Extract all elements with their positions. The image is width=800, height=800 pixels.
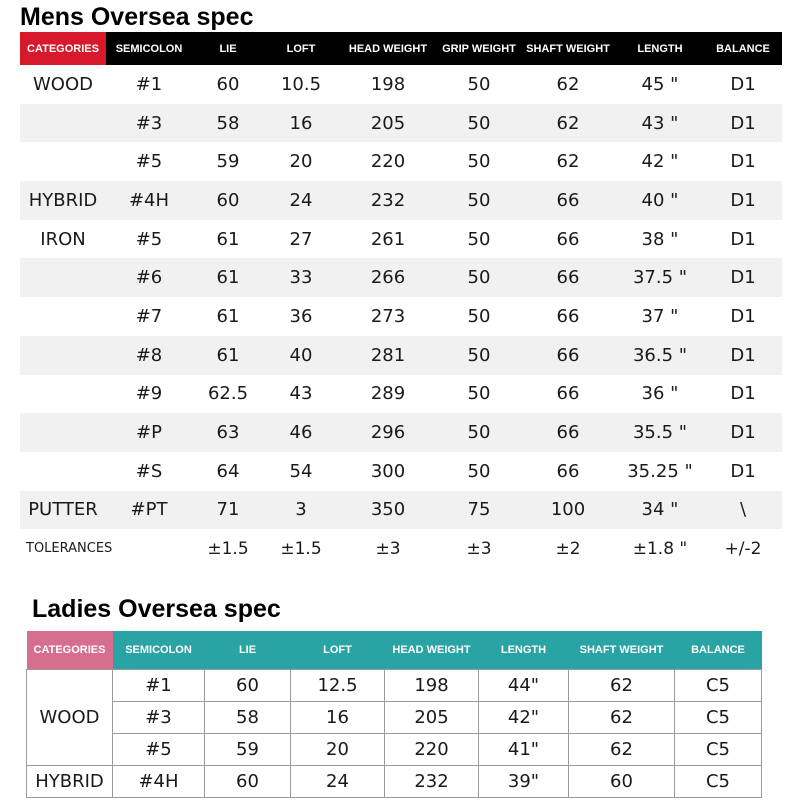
- cell-loft: 20: [291, 734, 385, 766]
- cell-lie: 58: [192, 104, 264, 143]
- mens-header-loft: LOFT: [264, 32, 338, 65]
- cell-lie: 59: [205, 734, 291, 766]
- cell-length: 43 ": [616, 104, 704, 143]
- tolerance-grip-weight: ±3: [438, 529, 520, 568]
- cell-head-weight: 296: [338, 413, 438, 452]
- cell-balance: D1: [704, 336, 782, 375]
- cell-shaft-weight: 62: [569, 702, 675, 734]
- cell-lie: 61: [216, 228, 240, 250]
- cell-lie: 60: [205, 670, 291, 702]
- cell-semicolon: #P: [106, 413, 192, 452]
- cell-grip-weight: 50: [467, 73, 491, 95]
- cell-length: 39": [479, 766, 569, 798]
- cell-balance: D1: [704, 181, 782, 220]
- cell-semicolon: #7: [135, 305, 163, 327]
- cell-lie: 60: [216, 73, 240, 95]
- cell-grip-weight: 75: [438, 491, 520, 530]
- cell-head-weight: 220: [370, 151, 406, 173]
- cell-grip-weight: 50: [467, 305, 491, 327]
- mens-header-grip-weight: GRIP WEIGHT: [438, 32, 520, 65]
- cell-balance: D1: [730, 305, 756, 327]
- cell-balance: C5: [675, 702, 762, 734]
- cell-balance: C5: [675, 670, 762, 702]
- ladies-header-length: LENGTH: [479, 631, 569, 670]
- cell-semicolon: #5: [113, 734, 205, 766]
- tolerance-shaft-weight: ±2: [520, 529, 616, 568]
- cell-balance: C5: [675, 734, 762, 766]
- mens-header-shaft-weight: SHAFT WEIGHT: [520, 32, 616, 65]
- cell-balance: D1: [730, 460, 756, 482]
- cell-category: [20, 258, 106, 297]
- cell-head-weight: 198: [385, 670, 479, 702]
- cell-grip-weight: 50: [467, 460, 491, 482]
- cell-semicolon: #4H: [113, 766, 205, 798]
- cell-loft: 40: [264, 336, 338, 375]
- mens-header-head-weight: HEAD WEIGHT: [338, 32, 438, 65]
- mens-header-length: LENGTH: [616, 32, 704, 65]
- table-row: [20, 413, 782, 452]
- table-row: [27, 670, 762, 702]
- cell-shaft-weight: 62: [569, 734, 675, 766]
- cell-shaft-weight: 100: [520, 491, 616, 530]
- cell-lie: 64: [216, 460, 240, 482]
- cell-grip-weight: 50: [467, 151, 491, 173]
- cell-lie: 59: [216, 151, 240, 173]
- cell-category: [20, 375, 106, 414]
- cell-lie: 61: [216, 305, 240, 327]
- cell-lie: 61: [192, 336, 264, 375]
- cell-length: 38 ": [641, 228, 679, 250]
- cell-length: 45 ": [641, 73, 679, 95]
- cell-head-weight: 300: [370, 460, 406, 482]
- cell-balance: D1: [730, 383, 756, 405]
- mens-spec-title: Mens Oversea spec: [20, 3, 254, 31]
- cell-head-weight: 266: [338, 258, 438, 297]
- mens-header-semicolon: SEMICOLON: [106, 32, 192, 65]
- cell-length: 37 ": [641, 305, 679, 327]
- cell-semicolon: #6: [106, 258, 192, 297]
- cell-shaft-weight: 66: [556, 228, 580, 250]
- table-row: [20, 181, 782, 220]
- cell-shaft-weight: 66: [556, 305, 580, 327]
- cell-length: 36 ": [641, 383, 679, 405]
- cell-category: [20, 297, 106, 336]
- cell-semicolon: #1: [113, 670, 205, 702]
- cell-grip-weight: 50: [438, 413, 520, 452]
- cell-length: 34 ": [616, 491, 704, 530]
- cell-length: 35.25 ": [627, 460, 693, 482]
- cell-balance: D1: [704, 413, 782, 452]
- cell-balance: D1: [730, 73, 756, 95]
- cell-head-weight: 198: [370, 73, 406, 95]
- cell-head-weight: 289: [370, 383, 406, 405]
- mens-spec-table: [20, 32, 782, 568]
- table-row: [20, 297, 782, 336]
- cell-length: 44": [479, 670, 569, 702]
- cell-semicolon: #3: [106, 104, 192, 143]
- cell-loft: 27: [289, 228, 313, 250]
- ladies-spec-title: Ladies Oversea spec: [32, 595, 281, 623]
- ladies-header-row: [27, 631, 762, 670]
- cell-head-weight: 232: [385, 766, 479, 798]
- table-row: [20, 65, 782, 104]
- cell-loft: 3: [264, 491, 338, 530]
- tolerance-loft: ±1.5: [264, 529, 338, 568]
- cell-shaft-weight: 62: [556, 151, 580, 173]
- cell-head-weight: 205: [385, 702, 479, 734]
- cell-length: 40 ": [616, 181, 704, 220]
- cell-grip-weight: 50: [438, 104, 520, 143]
- cell-loft: 54: [289, 460, 313, 482]
- cell-lie: 62.5: [207, 383, 249, 405]
- cell-semicolon: #3: [113, 702, 205, 734]
- cell-shaft-weight: 66: [520, 181, 616, 220]
- cell-balance: C5: [675, 766, 762, 798]
- tolerance-head-weight: ±3: [338, 529, 438, 568]
- cell-loft: 16: [264, 104, 338, 143]
- cell-category: PUTTER: [20, 491, 106, 530]
- ladies-header-head-weight: HEAD WEIGHT: [385, 631, 479, 670]
- table-row: [27, 702, 762, 734]
- cell-head-weight: 232: [338, 181, 438, 220]
- cell-category: [20, 104, 106, 143]
- ladies-header-categories: CATEGORIES: [27, 631, 113, 670]
- cell-semicolon: #9: [135, 383, 163, 405]
- table-row: [20, 220, 782, 259]
- tolerance-lie: ±1.5: [192, 529, 264, 568]
- cell-length: 41": [479, 734, 569, 766]
- tolerance-length: ±1.8 ": [616, 529, 704, 568]
- cell-grip-weight: 50: [467, 383, 491, 405]
- cell-head-weight: 281: [338, 336, 438, 375]
- cell-shaft-weight: 62: [520, 104, 616, 143]
- cell-loft: 33: [264, 258, 338, 297]
- cell-balance: D1: [704, 258, 782, 297]
- cell-category: [20, 452, 106, 491]
- ladies-header-balance: BALANCE: [675, 631, 762, 670]
- cell-shaft-weight: 60: [569, 766, 675, 798]
- cell-lie: 71: [192, 491, 264, 530]
- cell-shaft-weight: 66: [520, 336, 616, 375]
- cell-shaft-weight: 62: [556, 73, 580, 95]
- tolerances-label: TOLERANCES: [20, 529, 106, 568]
- cell-length: 42": [479, 702, 569, 734]
- cell-grip-weight: 50: [467, 228, 491, 250]
- cell-category: HYBRID: [27, 766, 113, 798]
- cell-head-weight: 205: [338, 104, 438, 143]
- cell-lie: 63: [192, 413, 264, 452]
- table-row: [27, 734, 762, 766]
- cell-loft: 20: [289, 151, 313, 173]
- cell-loft: 36: [289, 305, 313, 327]
- ladies-header-semicolon: SEMICOLON: [113, 631, 205, 670]
- cell-category: [20, 336, 106, 375]
- cell-length: 35.5 ": [616, 413, 704, 452]
- cell-loft: 46: [264, 413, 338, 452]
- cell-lie: 60: [205, 766, 291, 798]
- cell-shaft-weight: 66: [556, 460, 580, 482]
- table-row: [20, 104, 782, 143]
- cell-category: HYBRID: [20, 181, 106, 220]
- cell-loft: 24: [291, 766, 385, 798]
- cell-loft: 24: [264, 181, 338, 220]
- cell-semicolon: #PT: [106, 491, 192, 530]
- cell-length: 42 ": [641, 151, 679, 173]
- cell-loft: 16: [291, 702, 385, 734]
- cell-head-weight: 273: [370, 305, 406, 327]
- cell-head-weight: 220: [385, 734, 479, 766]
- table-row: [20, 336, 782, 375]
- cell-loft: 12.5: [291, 670, 385, 702]
- cell-balance: D1: [730, 151, 756, 173]
- cell-balance: D1: [730, 228, 756, 250]
- cell-category: [20, 413, 106, 452]
- table-row: [20, 452, 782, 491]
- cell-semicolon: #4H: [106, 181, 192, 220]
- cell-shaft-weight: 66: [520, 413, 616, 452]
- mens-header-balance: BALANCE: [704, 32, 782, 65]
- cell-grip-weight: 50: [438, 258, 520, 297]
- ladies-header-shaft-weight: SHAFT WEIGHT: [569, 631, 675, 670]
- table-row: [27, 766, 762, 798]
- cell-category: WOOD: [27, 670, 113, 766]
- table-row: [20, 142, 782, 181]
- cell-lie: 60: [192, 181, 264, 220]
- cell-balance: D1: [704, 104, 782, 143]
- cell-semicolon: #5: [135, 151, 163, 173]
- cell-length: 37.5 ": [616, 258, 704, 297]
- cell-lie: 61: [192, 258, 264, 297]
- cell-category: [20, 142, 106, 181]
- mens-header-row: [20, 32, 782, 65]
- mens-header-categories: CATEGORIES: [20, 32, 106, 65]
- cell-head-weight: 261: [370, 228, 406, 250]
- cell-loft: 43: [289, 383, 313, 405]
- cell-head-weight: 350: [338, 491, 438, 530]
- tolerance-balance: +/-2: [704, 529, 782, 568]
- cell-loft: 10.5: [280, 73, 322, 95]
- cell-shaft-weight: 66: [520, 258, 616, 297]
- cell-shaft-weight: 62: [569, 670, 675, 702]
- ladies-header-lie: LIE: [205, 631, 291, 670]
- table-row: [20, 491, 782, 530]
- cell-shaft-weight: 66: [556, 383, 580, 405]
- cell-category: IRON: [40, 228, 86, 250]
- cell-semicolon: #1: [135, 73, 163, 95]
- ladies-header-loft: LOFT: [291, 631, 385, 670]
- cell-semicolon-empty: [106, 529, 192, 568]
- cell-grip-weight: 50: [438, 336, 520, 375]
- cell-semicolon: #5: [135, 228, 163, 250]
- cell-category: WOOD: [33, 73, 93, 95]
- table-row: [20, 258, 782, 297]
- cell-semicolon: #8: [106, 336, 192, 375]
- ladies-spec-table: [26, 631, 762, 798]
- tolerances-row: [20, 529, 782, 568]
- cell-balance: \: [704, 491, 782, 530]
- cell-semicolon: #S: [135, 460, 163, 482]
- cell-length: 36.5 ": [616, 336, 704, 375]
- mens-header-lie: LIE: [192, 32, 264, 65]
- table-row: [20, 375, 782, 414]
- cell-grip-weight: 50: [438, 181, 520, 220]
- cell-lie: 58: [205, 702, 291, 734]
